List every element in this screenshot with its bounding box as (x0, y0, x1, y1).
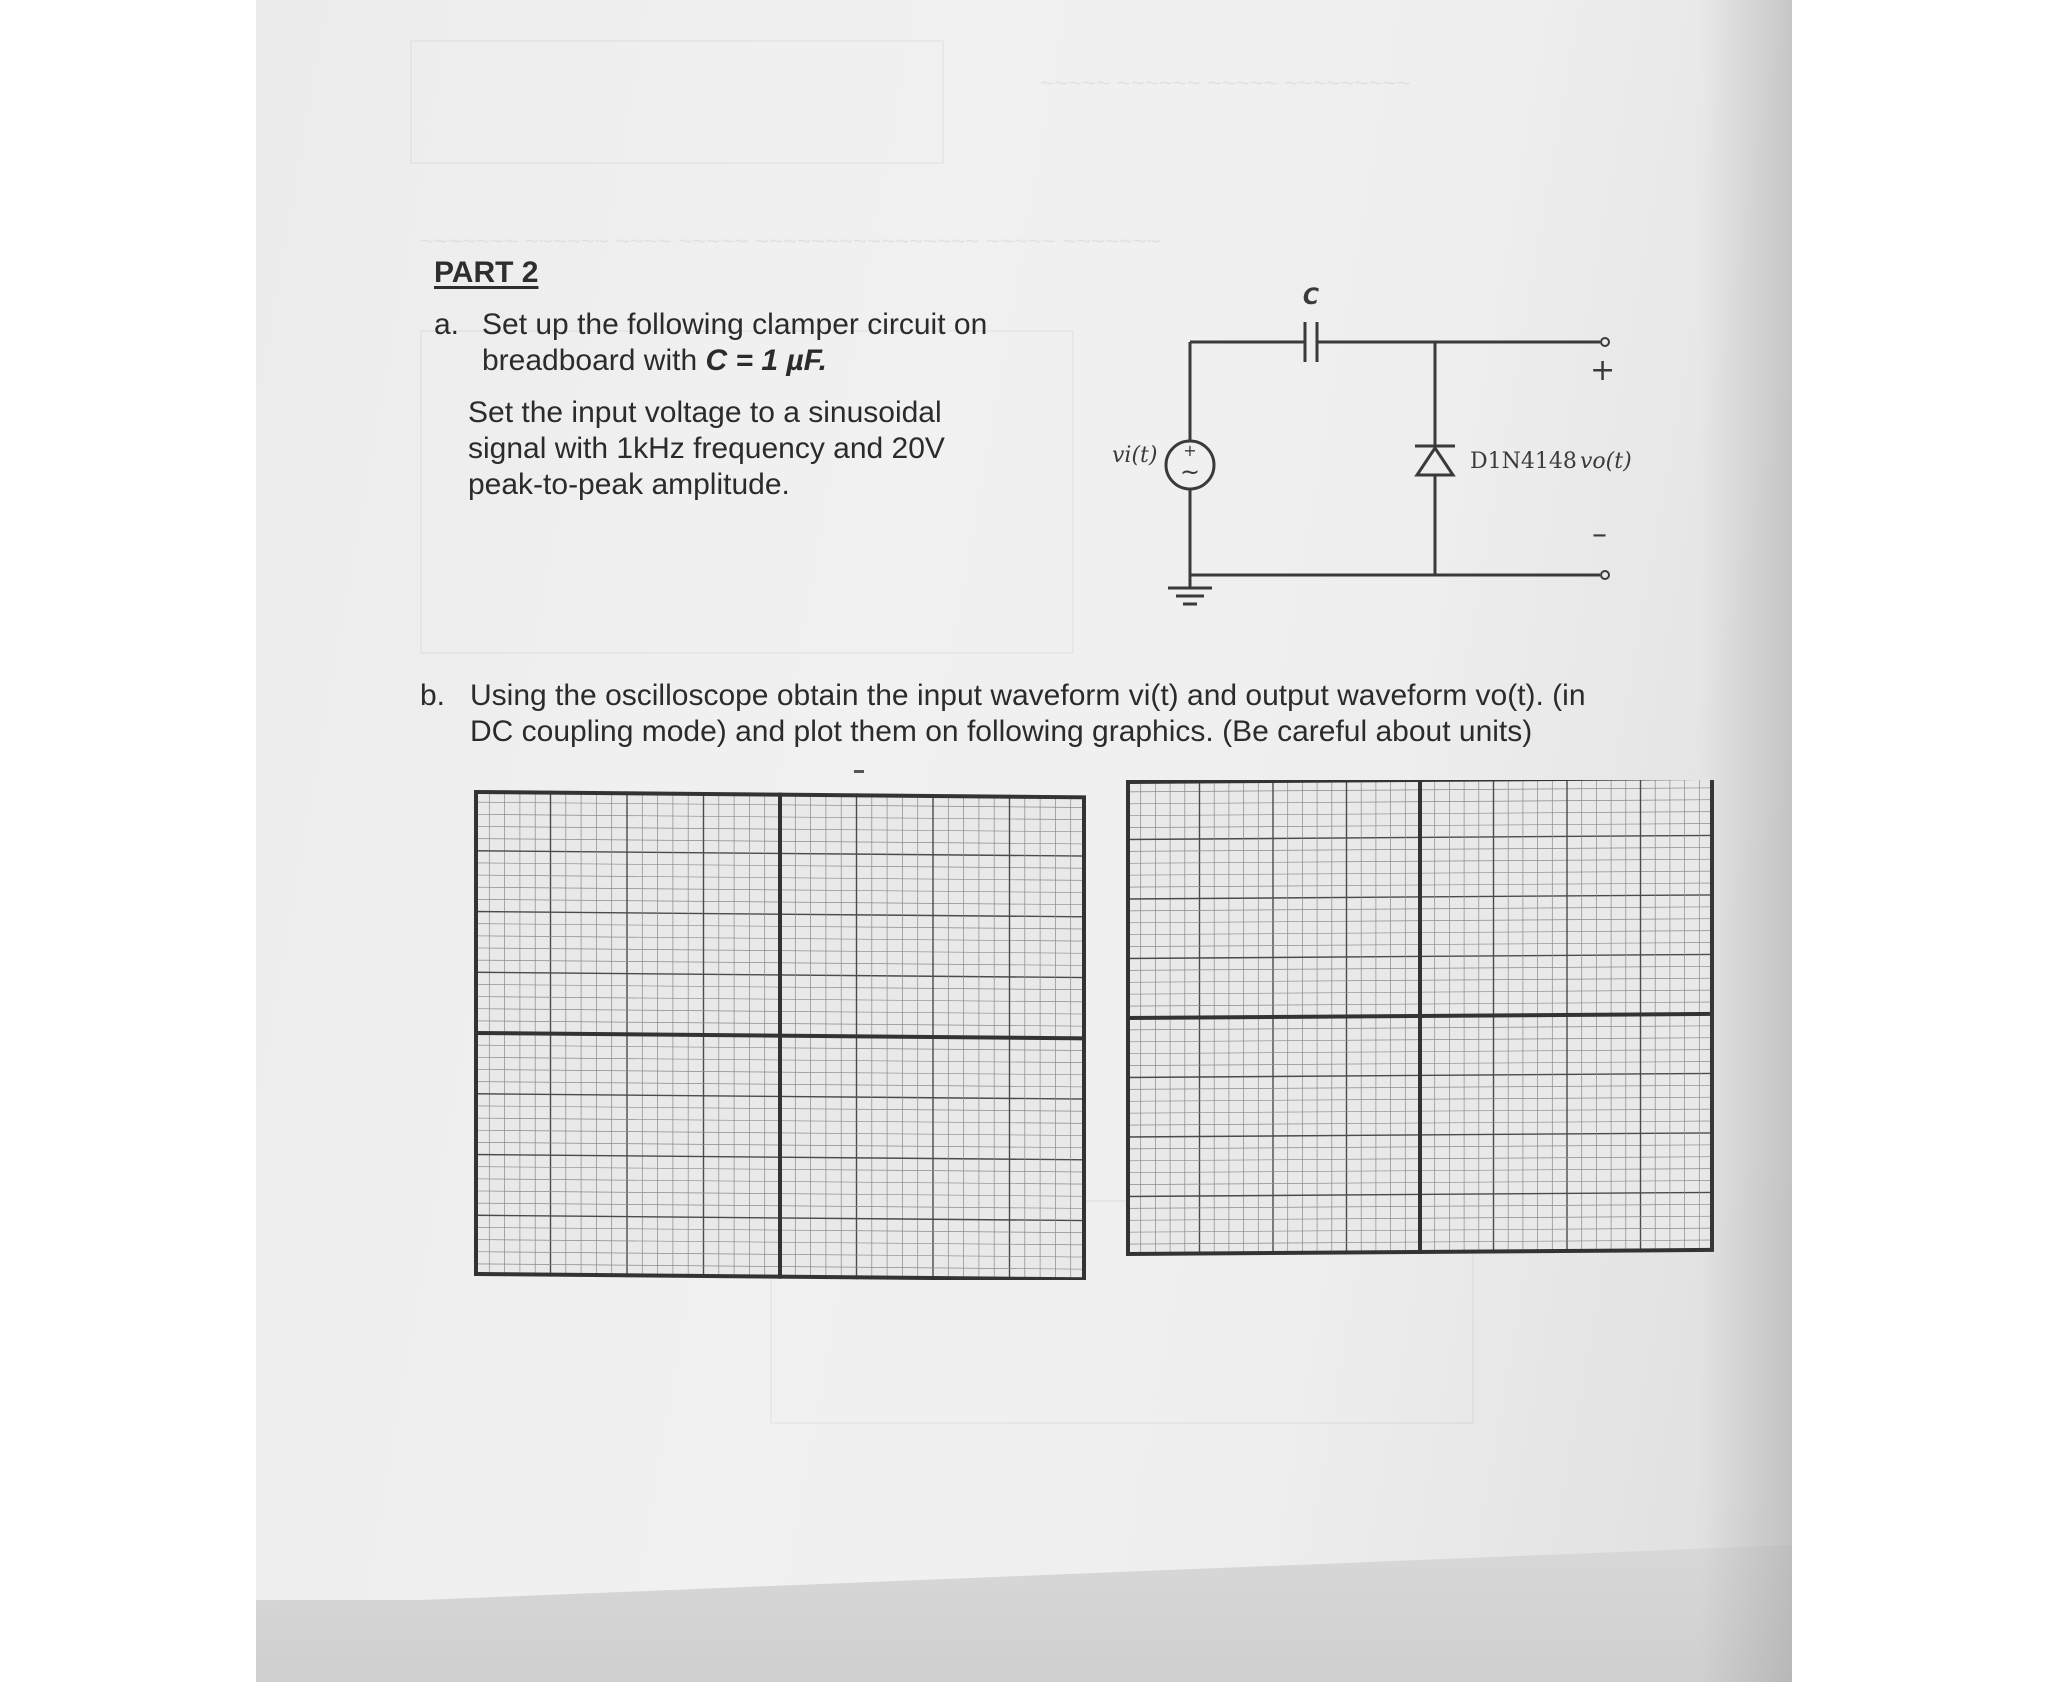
output-terminal-plus (1601, 338, 1609, 346)
clamper-circuit-diagram (1080, 270, 1700, 630)
source-sine-symbol: ~ (1179, 458, 1201, 486)
part-a-line-2-prefix: breadboard with (482, 344, 706, 377)
show-through-text: ~~~~~ ~~~~~~ ~~~~~ ~~~~~~~~~ (1040, 70, 1411, 97)
plus-terminal-label: + (1590, 353, 1616, 388)
show-through-text: ~~~~~~~ ~~~~~~ ~~~~ ~~~~~ ~~~~~~~~~~~~~~~~ ~~~~~ ~~~~~~~ (420, 228, 1161, 255)
page-title: PART 2 (434, 256, 539, 289)
show-through-box (410, 40, 944, 164)
diode-part-label: D1N4148 (1470, 449, 1577, 474)
diode-icon (1417, 448, 1453, 475)
part-a-line-2 (482, 343, 827, 379)
input-spec-line-3: peak-to-peak amplitude. (468, 468, 790, 501)
output-terminal-minus (1601, 571, 1609, 579)
part-b-line-1: Using the oscilloscope obtain the input waveform vi(t) and output waveform vo(t). (in (470, 679, 1586, 712)
capacitance-value: C = 1 µF. (705, 344, 827, 377)
part-b-line-2: DC coupling mode) and plot them on following graphics. (Be careful about units) (470, 715, 1533, 748)
capacitor-label: C (1302, 285, 1320, 310)
input-spec-line-1: Set the input voltage to a sinusoidal (468, 396, 942, 429)
part-a-line-1: Set up the following clamper circuit on (482, 308, 988, 341)
input-waveform-grid[interactable] (474, 790, 1086, 1280)
part-b-marker: b. (420, 679, 446, 712)
source-plus-sign: + (1183, 441, 1197, 460)
stray-mark (854, 770, 864, 773)
page-shadow (1700, 0, 1792, 1682)
input-spec-line-2: signal with 1kHz frequency and 20V (468, 432, 945, 465)
part-a-marker: a. (434, 308, 460, 341)
source-label: vi(t) (1112, 443, 1158, 468)
output-waveform-grid[interactable] (1126, 780, 1714, 1260)
output-label: vo(t) (1580, 449, 1632, 474)
minus-terminal-label: – (1592, 517, 1607, 552)
